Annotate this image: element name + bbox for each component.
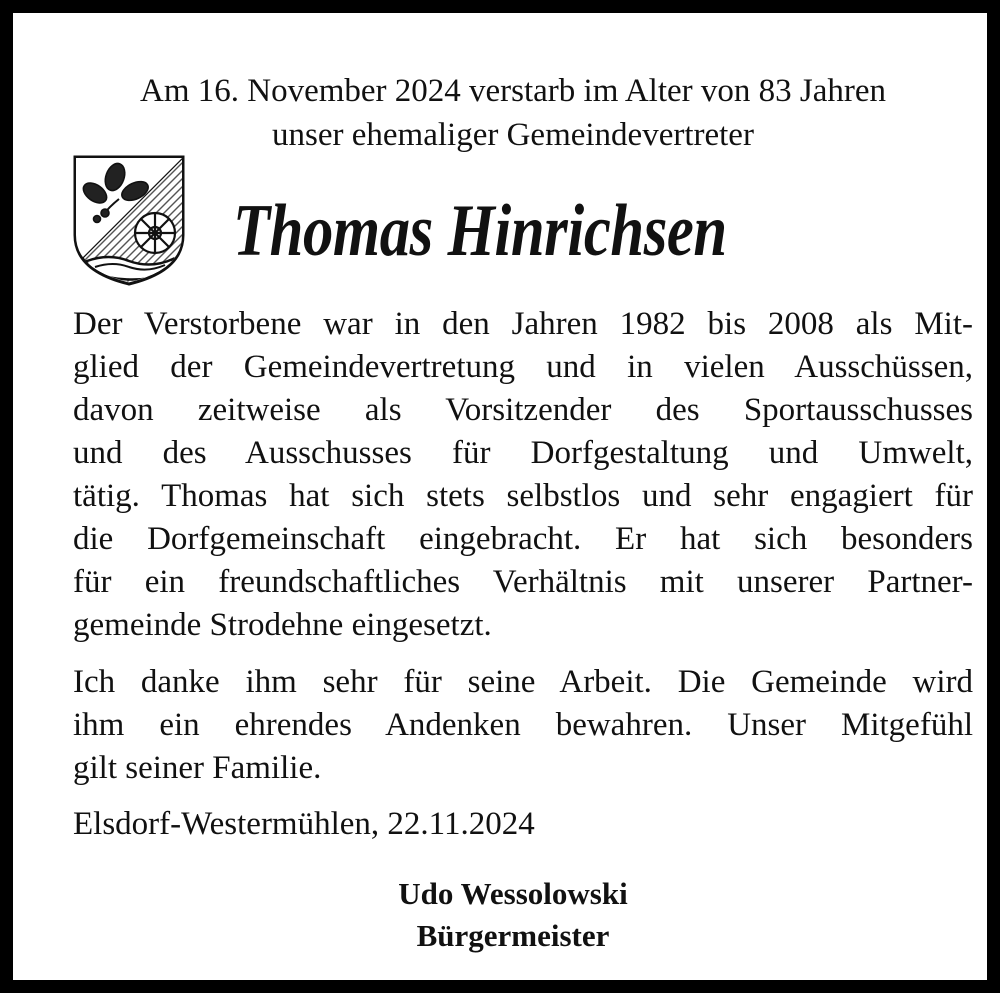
crest-water-wheel: [135, 213, 175, 253]
paragraph-thanks: [73, 661, 973, 790]
intro-line-1: Am 16. November 2024 verstarb im Alter von 83 Jahren: [139, 73, 886, 109]
paragraph-line: und des Ausschusses für Dorfgestaltung und Umwelt,: [73, 435, 973, 471]
paragraph-tribute: [73, 303, 973, 647]
paragraph-line: Der Verstorbene war in den Jahren 1982 bis 2008 als Mit-: [73, 306, 973, 342]
coat-of-arms-icon: [69, 153, 189, 288]
place-and-date: Elsdorf-Westermühlen, 22.11.2024: [73, 806, 535, 842]
deceased-name: Thomas Hinrichsen: [233, 190, 727, 272]
paragraph-line: die Dorfgemeinschaft eingebracht. Er hat sich besonders: [73, 521, 973, 557]
signatory-name: Udo Wessolowski: [398, 876, 628, 911]
paragraph-line: für ein freundschaftliches Verhältnis mit unserer Partner-: [73, 564, 973, 600]
paragraph-line: gilt seiner Familie.: [73, 750, 322, 786]
paragraph-line: gemeinde Strodehne eingesetzt.: [73, 607, 492, 643]
intro-line-2: unser ehemaliger Gemeindevertreter: [272, 117, 754, 153]
signatory-title: Bürgermeister: [416, 918, 610, 953]
paragraph-line: tätig. Thomas hat sich stets selbstlos und sehr engagiert für: [73, 478, 973, 514]
paragraph-line: Ich danke ihm sehr für seine Arbeit. Die Gemeinde wird: [73, 664, 973, 700]
paragraph-line: davon zeitweise als Vorsitzender des Sportausschusses: [73, 392, 973, 428]
paragraph-line: ihm ein ehrendes Andenken bewahren. Unser Mitgefühl: [73, 707, 973, 743]
paragraph-line: glied der Gemeindevertretung und in vielen Ausschüssen,: [73, 349, 973, 385]
